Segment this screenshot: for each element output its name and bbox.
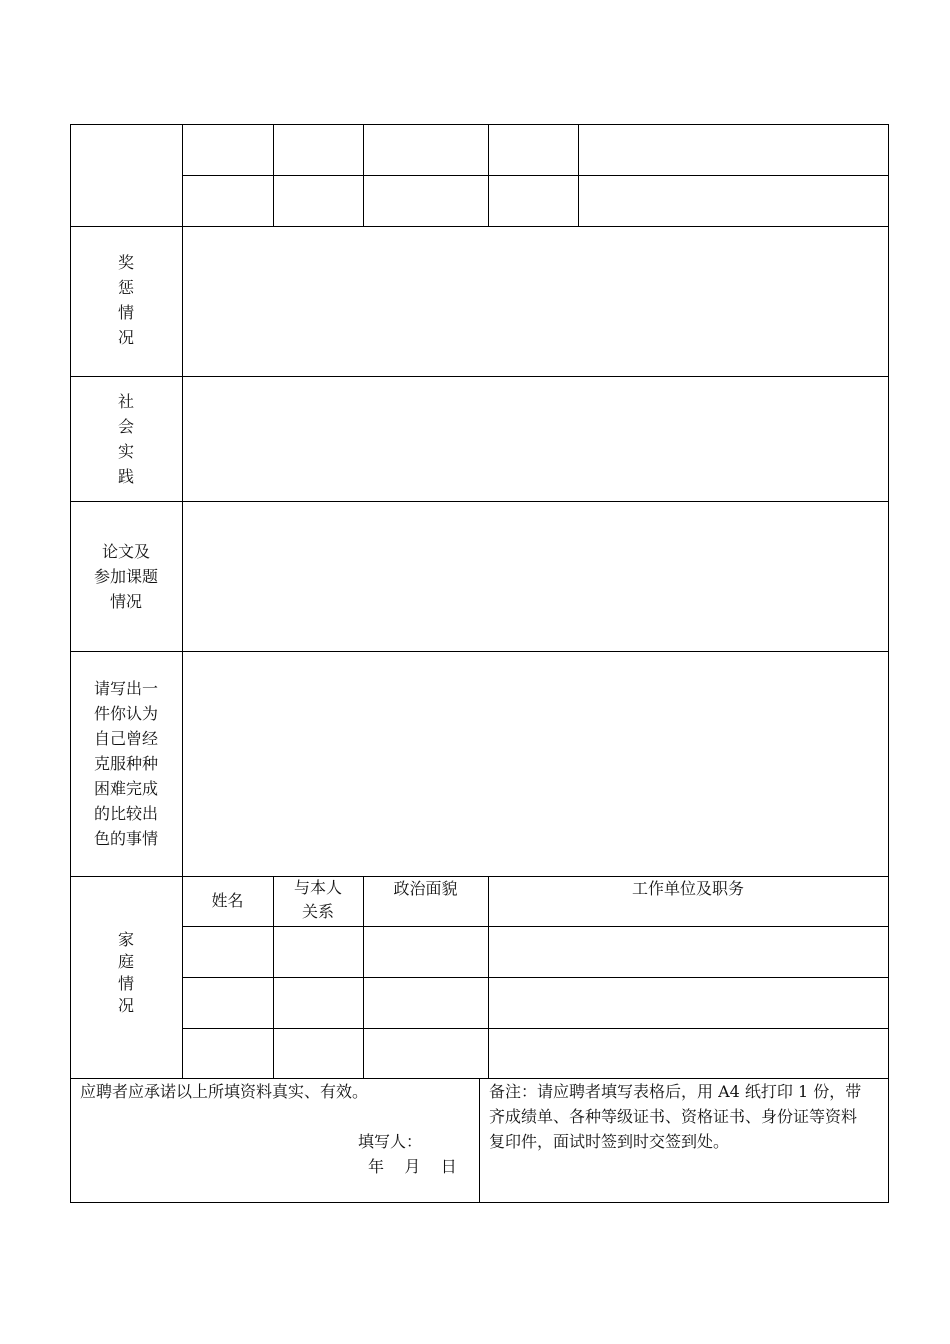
col-divider	[488, 876, 489, 1078]
family-header-name: 姓名	[211, 891, 244, 910]
footer-divider	[479, 1078, 480, 1203]
row-divider	[182, 926, 889, 927]
date-label: 年 月 日	[368, 1157, 457, 1176]
col-divider	[363, 124, 364, 226]
table-border-top	[70, 124, 889, 125]
col-divider	[578, 124, 579, 226]
papers-label: 论文及 参加课题 情况	[93, 542, 158, 611]
family-header-work: 工作单位及职务	[631, 879, 744, 898]
row-divider	[70, 376, 889, 377]
family-header-politics: 政治面貌	[393, 879, 458, 898]
row-divider	[70, 226, 889, 227]
application-form-table	[70, 124, 889, 1203]
label-column-divider	[182, 124, 183, 1078]
col-divider	[273, 124, 274, 226]
row-divider	[182, 977, 889, 978]
row-divider	[70, 501, 889, 502]
table-border-right	[888, 124, 889, 1203]
col-divider	[488, 124, 489, 226]
achievement-label: 请写出一 件你认为 自己曾经 克服种种 困难完成 的比较出 色的事情	[93, 679, 158, 848]
row-divider	[182, 175, 889, 176]
family-label: 家 庭 情 况	[117, 930, 134, 1015]
note-text: 备注：请应聘者填写表格后，用 A4 纸打印 1 份，带齐成绩单、各种等级证书、资格证书、身份证等资料复印件，面试时签到时交签到处。	[489, 1082, 862, 1151]
social-practice-label: 社 会 实 践	[117, 392, 134, 486]
col-divider	[363, 876, 364, 1078]
family-header-relation: 与本人 关系	[293, 878, 342, 921]
row-divider	[182, 1028, 889, 1029]
promise-text: 应聘者应承诺以上所填资料真实、有效。	[80, 1082, 369, 1101]
awards-label: 奖 惩 情 况	[117, 253, 134, 347]
signer-label: 填写人：	[358, 1132, 423, 1151]
row-divider	[70, 651, 889, 652]
